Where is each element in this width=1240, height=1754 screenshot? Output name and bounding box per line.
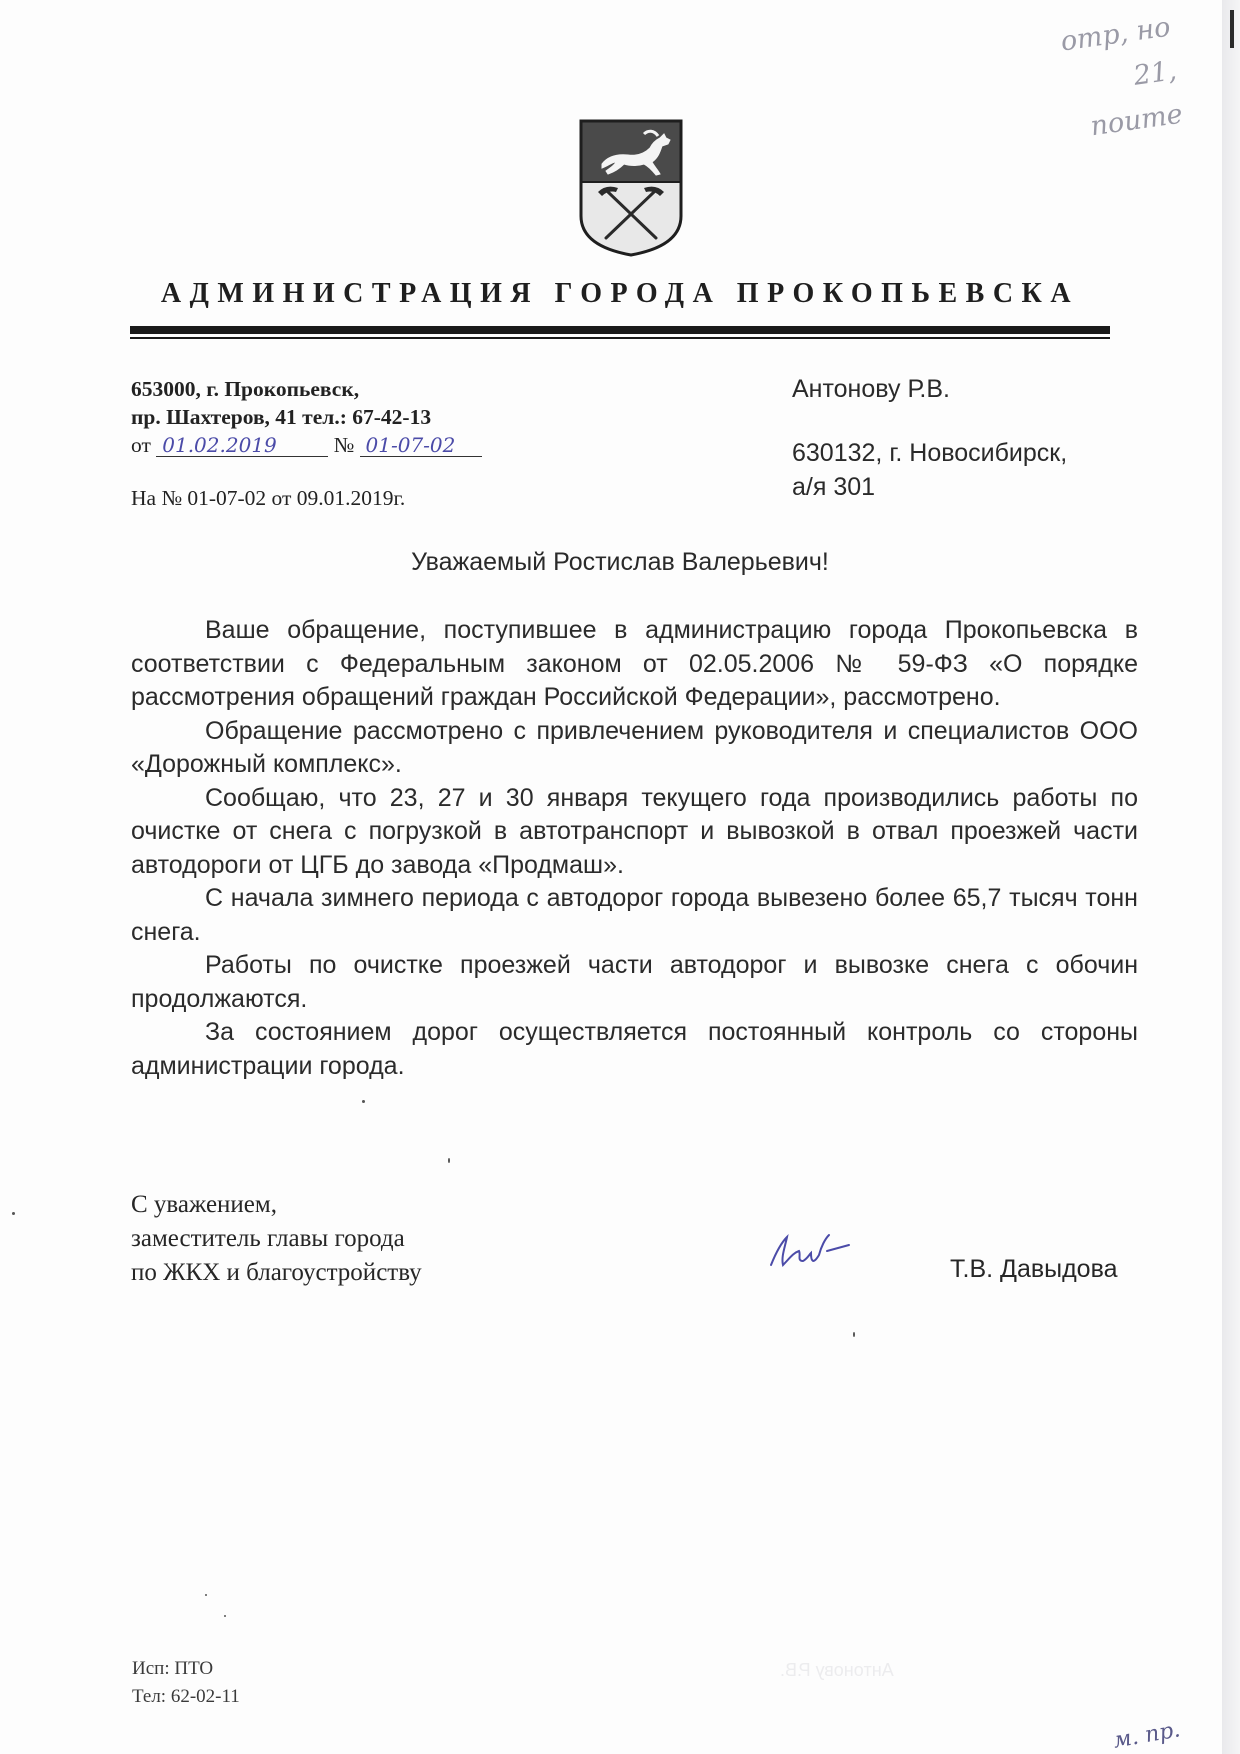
sender-address-line: 653000, г. Прокопьевск, xyxy=(131,377,360,401)
reply-reference: На № 01-07-02 от 09.01.2019г. xyxy=(131,486,406,510)
recipient-address-line: 630132, г. Новосибирск, xyxy=(792,439,1068,467)
scan-speck xyxy=(205,1594,207,1596)
closing-line: заместитель главы города xyxy=(131,1225,405,1252)
recipient-block xyxy=(792,372,1067,504)
scan-speck xyxy=(448,1158,450,1163)
scan-speck xyxy=(12,1212,15,1215)
body-paragraph: За состоянием дорог осуществляется постоянный контроль со стороны администрации города. xyxy=(131,1018,1138,1080)
handwritten-note-line: 21, поите xyxy=(1088,55,1185,143)
footer-block xyxy=(132,1655,240,1711)
from-label: от xyxy=(131,433,151,457)
bleed-through-text: Антонову Р.В. xyxy=(780,1660,894,1680)
recipient-address-line: а/я 301 xyxy=(792,473,876,501)
executor-label: Исп: ПТО xyxy=(132,1658,214,1679)
handwritten-note-top xyxy=(1038,6,1185,155)
body-paragraph: Работы по очистке проезжей части автодорог и вывозке снега с обочин продолжаются. xyxy=(131,951,1138,1013)
body-paragraph: Ваше обращение, поступившее в администрацию города Прокопьевска в соответствии с Федеральным законом от 02.05.2006 № 59-ФЗ «О порядке рассмотрения обращений граждан Российской Федерации», рассмотрено. xyxy=(131,616,1138,711)
scan-speck xyxy=(853,1332,855,1337)
signer-name: Т.В. Давыдова xyxy=(950,1255,1118,1283)
body-paragraph: Сообщаю, что 23, 27 и 30 января текущего года производились работы по очистке от снега с погрузкой в автотранспорт и вывозкой в отвал проезжей части автодороги от ЦГБ до завода «Продмаш». xyxy=(131,783,1138,879)
scan-edge-mark xyxy=(1230,10,1234,48)
scan-speck xyxy=(224,1615,226,1617)
sender-block xyxy=(131,375,482,459)
handwritten-note-bottom: м. пр. xyxy=(1110,1717,1182,1754)
closing-block xyxy=(131,1188,422,1290)
registration-number: 01-07-02 xyxy=(360,434,482,457)
closing-line: по ЖКХ и благоустройству xyxy=(131,1259,422,1286)
number-label: № xyxy=(333,433,355,457)
body-paragraph: Обращение рассмотрено с привлечением руководителя и специалистов ООО «Дорожный комплекс». xyxy=(131,716,1138,778)
handwritten-signature xyxy=(765,1225,855,1275)
header-divider-thin xyxy=(130,337,1110,339)
registration-date: 01.02.2019 xyxy=(156,434,328,457)
scan-edge xyxy=(1222,0,1240,1754)
closing-line: С уважением, xyxy=(131,1191,277,1218)
salutation: Уважаемый Ростислав Валерьевич! xyxy=(411,548,829,576)
letter-body xyxy=(131,614,1138,1083)
handwritten-note-line: отр, но xyxy=(1058,11,1173,58)
header-divider-thick xyxy=(130,326,1110,334)
body-paragraph: С начала зимнего периода с автодорог города вывезено более 65,7 тысяч тонн снега. xyxy=(131,884,1138,946)
coat-of-arms-emblem xyxy=(578,118,684,258)
registration-line xyxy=(131,431,482,459)
executor-phone: Тел: 62-02-11 xyxy=(132,1686,240,1707)
sender-address-line: пр. Шахтеров, 41 тел.: 67-42-13 xyxy=(131,405,432,429)
scan-speck xyxy=(362,1100,365,1103)
organization-title: АДМИНИСТРАЦИЯ ГОРОДА ПРОКОПЬЕВСКА xyxy=(160,278,1080,309)
recipient-name: Антонову Р.В. xyxy=(792,375,950,403)
